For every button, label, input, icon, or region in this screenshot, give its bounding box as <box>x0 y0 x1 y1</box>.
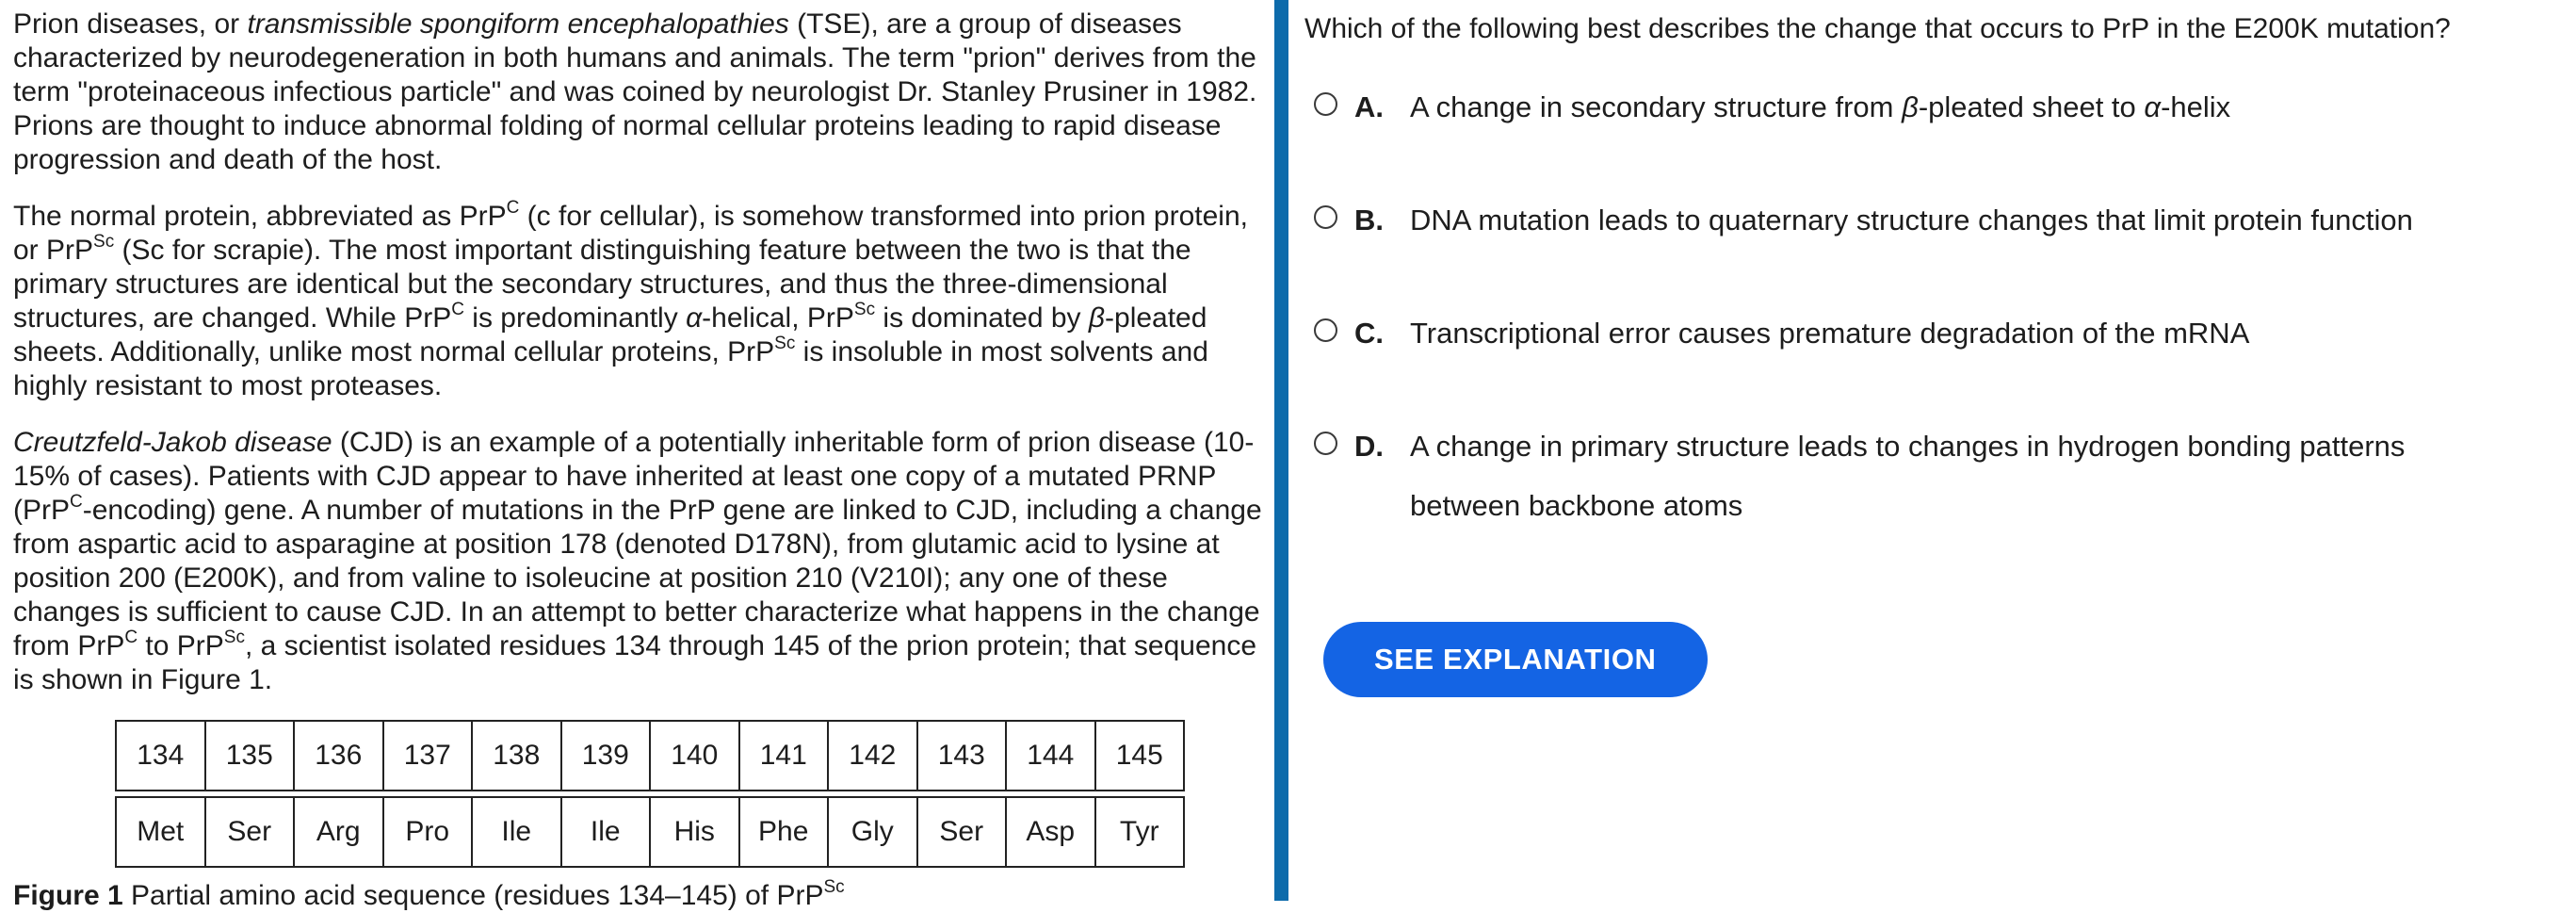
figure-position-cell: 135 <box>206 722 296 790</box>
text-run: (c for cellular), is somehow transformed into prion protein, or PrP <box>13 201 1248 266</box>
option-c[interactable] <box>1304 303 2567 363</box>
figure-residue-cell: Gly <box>829 798 918 866</box>
option-text-a <box>1410 77 2230 137</box>
radio-button-b[interactable] <box>1314 205 1337 229</box>
figure-position-cell: 138 <box>473 722 562 790</box>
figure-position-row <box>115 720 1185 791</box>
text-run: to PrP <box>138 630 224 661</box>
text-run: Partial amino acid sequence (residues 134–145) of PrP <box>122 880 824 911</box>
text-run: -pleated sheet to <box>1918 90 2145 123</box>
text-run: (Sc for scrapie). The most important distinguishing feature between the two is that the primary structures are identical but the secondary structures, and thus the three-dimensional structures, are changed. While PrP <box>13 235 1191 334</box>
figure-position-cell: 137 <box>384 722 474 790</box>
italic-text: Creutzfeld-Jakob disease <box>13 427 332 458</box>
figure-1-table <box>115 720 1267 868</box>
figure-position-cell: 142 <box>829 722 918 790</box>
superscript-text: Sc <box>93 232 115 252</box>
text-run: , a scientist isolated residues 134 through 145 of the prion protein; that sequence is shown in Figure 1. <box>13 630 1257 695</box>
text-run: Prion diseases, or <box>13 8 248 40</box>
superscript-text: C <box>451 300 464 319</box>
text-run: is dominated by <box>875 302 1089 334</box>
radio-button-d[interactable] <box>1314 432 1337 455</box>
text-run: A change in primary structure leads to changes in hydrogen bonding patterns between backbone atoms <box>1410 430 2406 522</box>
text-run: -pleated sheets. Additionally, unlike most normal cellular proteins, PrP <box>13 302 1207 367</box>
see-explanation-button[interactable]: SEE EXPLANATION <box>1323 622 1708 697</box>
option-letter-a: A. <box>1354 90 1384 123</box>
text-run: (CJD) is an example of a potentially inheritable form of prion disease (10-15% of cases). Patients with CJD appear to have inherited at least one copy of a mutated PRNP (PrP <box>13 427 1255 526</box>
figure-residue-cell: Pro <box>384 798 474 866</box>
figure-position-cell: 144 <box>1007 722 1096 790</box>
passage-panel <box>0 0 1274 911</box>
figure-position-cell: 140 <box>651 722 740 790</box>
superscript-text: C <box>70 492 83 512</box>
superscript-text: Sc <box>823 877 845 897</box>
italic-text: β <box>1088 302 1106 334</box>
italic-text: transmissible spongiform encephalopathies <box>247 8 789 40</box>
figure-residue-cell: Asp <box>1007 798 1096 866</box>
bold-text: Figure 1 <box>13 880 123 911</box>
passage-paragraph-3 <box>13 426 1266 697</box>
figure-position-cell: 145 <box>1115 740 1163 771</box>
italic-text: α <box>686 302 703 334</box>
figure-residue-cell: Ser <box>206 798 296 866</box>
text-run: The normal protein, abbreviated as PrP <box>13 201 507 232</box>
question-panel <box>1288 0 2576 901</box>
option-text-d <box>1410 416 2503 535</box>
passage-paragraph-1 <box>13 8 1266 177</box>
question-prompt: Which of the following best describes the change that occurs to PrP in the E200K mutation? <box>1304 13 2451 44</box>
figure-residue-cell: Arg <box>295 798 384 866</box>
option-letter-d: D. <box>1354 430 1384 463</box>
figure-position-cell: 136 <box>295 722 384 790</box>
panel-divider <box>1274 0 1288 901</box>
text-run: is predominantly <box>463 302 687 334</box>
figure-position-cell: 139 <box>562 722 652 790</box>
text-run: (TSE), are a group of diseases characterized by neurodegeneration in both humans and animals. The term "prion" derives from the term "proteinaceous infectious particle" and was coined by neurologist Dr. Stanley Prusiner in 1982. Prions are thought to induce abnormal folding of normal cellular proteins leading to rapid disease progression and death of the host. <box>13 8 1257 175</box>
text-run: -helix <box>2161 90 2231 123</box>
superscript-text: Sc <box>774 334 796 353</box>
superscript-text: Sc <box>853 300 876 319</box>
text-run: -encoding) gene. A number of mutations in the PrP gene are linked to CJD, including a change from aspartic acid to asparagine at position 178 (denoted D178N), from glutamic acid to lysine at position 200 (E200K), and from valine to isoleucine at position 210 (V210I); any one of these changes is sufficient to cause CJD. In an attempt to better characterize what happens in the change from PrP <box>13 495 1262 661</box>
italic-text: α <box>2144 90 2162 123</box>
options-list <box>1304 77 2567 535</box>
text-run: A change in secondary structure from <box>1410 90 1903 123</box>
figure-residue-cell: His <box>651 798 740 866</box>
figure-residue-row <box>115 796 1185 868</box>
figure-position-cell: 141 <box>740 722 830 790</box>
option-text-c <box>1410 303 2249 363</box>
superscript-text: C <box>124 628 138 647</box>
figure-caption <box>13 879 1267 913</box>
text-run: is insoluble in most solvents and highly resistant to most proteases. <box>13 336 1208 401</box>
option-b[interactable] <box>1304 190 2567 250</box>
italic-text: β <box>1902 90 1919 123</box>
figure-residue-cell: Phe <box>740 798 830 866</box>
figure-position-cell: 134 <box>117 722 206 790</box>
option-text-b <box>1410 190 2413 250</box>
passage-paragraph-2 <box>13 200 1266 403</box>
figure-residue-cell: Ile <box>473 798 562 866</box>
text-run: DNA mutation leads to quaternary structure changes that limit protein function <box>1410 204 2413 236</box>
text-run: -helical, PrP <box>702 302 854 334</box>
figure-residue-cell: Ile <box>562 798 652 866</box>
option-a[interactable] <box>1304 77 2567 137</box>
superscript-text: Sc <box>223 628 245 647</box>
figure-residue-cell: Ser <box>918 798 1008 866</box>
figure-residue-cell: Met <box>117 798 206 866</box>
superscript-text: C <box>506 198 520 218</box>
option-letter-b: B. <box>1354 204 1384 236</box>
figure-residue-cell: Tyr <box>1119 816 1159 847</box>
text-run: Transcriptional error causes premature degradation of the mRNA <box>1410 317 2250 350</box>
option-letter-c: C. <box>1354 317 1384 350</box>
figure-position-cell: 143 <box>918 722 1008 790</box>
radio-button-c[interactable] <box>1314 318 1337 342</box>
radio-button-a[interactable] <box>1314 92 1337 116</box>
option-d[interactable] <box>1304 416 2567 535</box>
